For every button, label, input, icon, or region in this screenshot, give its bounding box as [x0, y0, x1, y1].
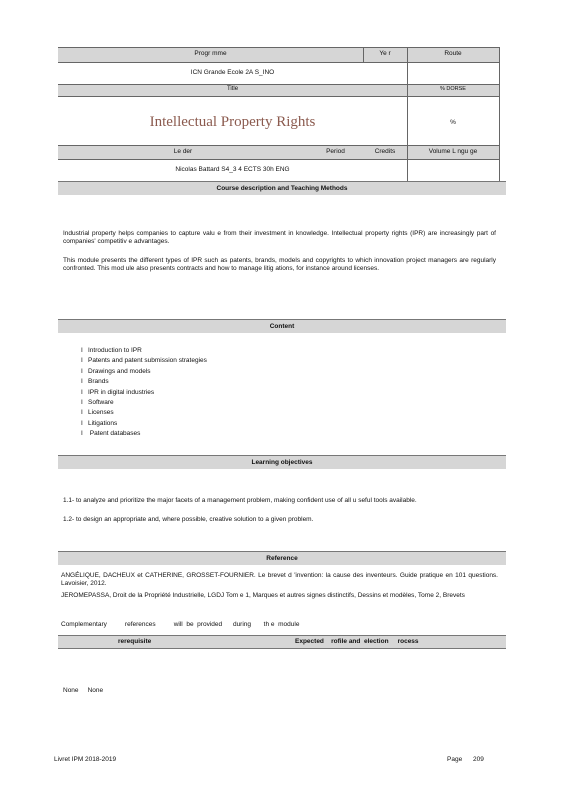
content-list	[81, 346, 207, 440]
reference-2: JEROMEPASSA, Droit de la Propriété Industrielle, LGDJ Tom e 1, Marques et autres signes distinctifs, Dessins et modèles, Tome 2, Brevets	[61, 592, 465, 599]
year-label: Ye r	[379, 50, 391, 57]
list-item: I Patents and patent submission strategies	[81, 357, 207, 365]
course-code: %	[450, 119, 456, 126]
list-item: I Patent databases	[81, 430, 141, 438]
objective-2: 1.2- to design an appropriate and, where possible, creative solution to a given problem.	[63, 516, 314, 523]
reference-1: ANGÉLIQUE, DACHEUX et CATHERINE, GROSSET-FOURNIER. Le brevet d 'invention: la cause des inventeurs. Guide pratique en 101 questions. Lavoisier, 2012.	[61, 572, 498, 587]
list-item: I IPR in digital industries	[81, 388, 155, 396]
route-label: Route	[444, 50, 462, 57]
description-heading: Course description and Teaching Methods	[58, 181, 506, 195]
programme-label: Progr mme	[194, 50, 227, 57]
objective-1: 1.1- to analyze and prioritize the major facets of a management problem, making confident use of all u seful tools available.	[63, 497, 417, 504]
footer-left: Livret IPM 2018-2019	[54, 756, 117, 763]
list-item: I Litigations	[81, 419, 118, 427]
list-item: I Drawings and models	[81, 367, 151, 375]
content-heading: Content	[58, 319, 506, 333]
description-paragraph-1: Industrial property helps companies to capture valu e from their investment in knowledge. Intellectual property rights (IPR) are increasingly part of companies' competitiv e advantages.	[63, 230, 496, 245]
description-paragraph-2: This module presents the different types of IPR such as patents, brands, models and copyrights to which innovation project managers are regularly confronted. This mod ule also presents contracts and how to manage litig ations, for instance around licenses.	[63, 257, 496, 272]
course-title: Intellectual Property Rights	[149, 114, 316, 130]
leader-value: Nicolas Battard S4_3 4 ECTS 30h ENG	[175, 166, 290, 173]
credits-label: Credits	[374, 148, 396, 155]
expected-profile-label: Expected rofile and election rocess	[295, 638, 419, 645]
leader-label: Le der	[173, 148, 193, 155]
period-label: Period	[326, 148, 345, 155]
prerequisite-value: None None	[63, 687, 104, 694]
list-item: I Introduction to IPR	[81, 347, 142, 354]
prerequisite-label: rerequisite	[118, 638, 152, 645]
programme-value: ICN Grande Ecole 2A S_INO	[190, 69, 275, 76]
reference-heading: Reference	[58, 551, 506, 565]
title-label: Title	[226, 86, 239, 92]
page-number: Page 209	[447, 756, 484, 763]
list-item: I Brands	[81, 378, 109, 386]
complementary-note: Complementary references will be provided during th e module	[61, 621, 300, 628]
course-label: % DORSE	[440, 86, 466, 92]
objectives-heading: Learning objectives	[58, 455, 506, 469]
list-item: I Licenses	[81, 409, 114, 417]
volume-language-label: Volume L ngu ge	[428, 148, 478, 155]
list-item: I Software	[81, 399, 114, 407]
